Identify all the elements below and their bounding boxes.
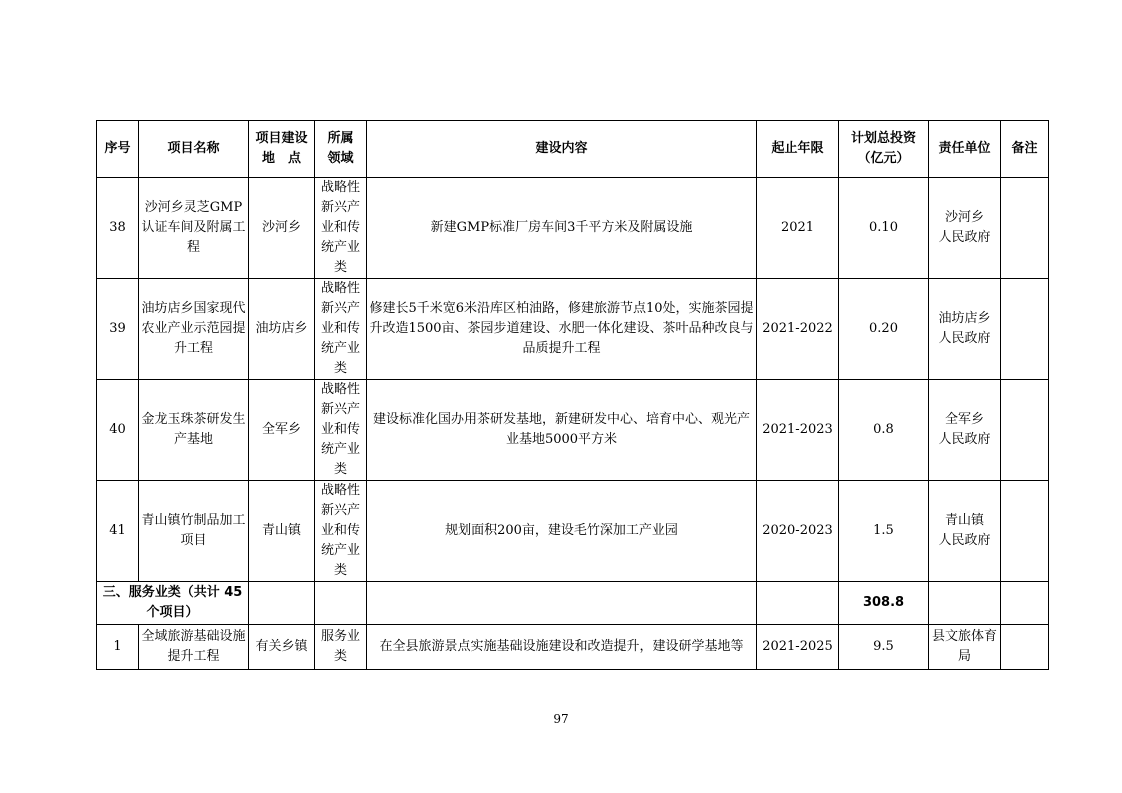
- cell-content: 修建长5千米宽6米沿库区柏油路，修建旅游节点10处，实施茶园提升改造1500亩、茶园步道建设、水肥一体化建设、茶叶品种改良与品质提升工程: [367, 279, 757, 380]
- header-name: 项目名称: [139, 121, 249, 178]
- cell-unit: 青山镇 人民政府: [929, 481, 1001, 582]
- cell-unit: 沙河乡 人民政府: [929, 178, 1001, 279]
- table-row: [97, 380, 1049, 481]
- section-total: 308.8: [839, 582, 929, 625]
- cell-invest: 0.10: [839, 178, 929, 279]
- cell-period: 2021: [757, 178, 839, 279]
- cell-no: 41: [97, 481, 139, 582]
- cell-note: [1001, 625, 1049, 670]
- cell-location: 沙河乡: [249, 178, 315, 279]
- cell-location: 青山镇: [249, 481, 315, 582]
- cell-name: 青山镇竹制品加工项目: [139, 481, 249, 582]
- cell-no: 1: [97, 625, 139, 670]
- cell-content: 在全县旅游景点实施基础设施建设和改造提升，建设研学基地等: [367, 625, 757, 670]
- cell-field: 战略性新兴产业和传统产业类: [315, 380, 367, 481]
- cell-location: 有关乡镇: [249, 625, 315, 670]
- table-row: [97, 625, 1049, 670]
- cell-field: 服务业类: [315, 625, 367, 670]
- cell-content: 规划面积200亩，建设毛竹深加工产业园: [367, 481, 757, 582]
- cell-unit: 县文旅体育局: [929, 625, 1001, 670]
- section-row: [97, 582, 1049, 625]
- cell-field: [315, 582, 367, 625]
- table-header-row: [97, 121, 1049, 178]
- cell-field: 战略性新兴产业和传统产业类: [315, 481, 367, 582]
- cell-content: [367, 582, 757, 625]
- cell-content: 新建GMP标准厂房车间3千平方米及附属设施: [367, 178, 757, 279]
- cell-unit: 全军乡 人民政府: [929, 380, 1001, 481]
- cell-period: 2021-2022: [757, 279, 839, 380]
- header-note: 备注: [1001, 121, 1049, 178]
- cell-period: [757, 582, 839, 625]
- header-field: 所属 领域: [315, 121, 367, 178]
- cell-invest: 0.8: [839, 380, 929, 481]
- section-title: 三、服务业类（共计 45 个项目）: [97, 582, 249, 625]
- cell-location: 油坊店乡: [249, 279, 315, 380]
- header-content: 建设内容: [367, 121, 757, 178]
- header-period: 起止年限: [757, 121, 839, 178]
- cell-content: 建设标准化国办用茶研发基地，新建研发中心、培育中心、观光产业基地5000平方米: [367, 380, 757, 481]
- cell-name: 油坊店乡国家现代农业产业示范园提升工程: [139, 279, 249, 380]
- table-row: [97, 279, 1049, 380]
- header-invest: 计划总投资 （亿元）: [839, 121, 929, 178]
- cell-invest: 9.5: [839, 625, 929, 670]
- cell-note: [1001, 582, 1049, 625]
- cell-note: [1001, 481, 1049, 582]
- page-number: 97: [553, 712, 569, 726]
- cell-field: 战略性新兴产业和传统产业类: [315, 279, 367, 380]
- cell-note: [1001, 279, 1049, 380]
- cell-location: [249, 582, 315, 625]
- header-unit: 责任单位: [929, 121, 1001, 178]
- cell-invest: 1.5: [839, 481, 929, 582]
- cell-note: [1001, 178, 1049, 279]
- header-location: 项目建设 地 点: [249, 121, 315, 178]
- cell-invest: 0.20: [839, 279, 929, 380]
- cell-unit: 油坊店乡 人民政府: [929, 279, 1001, 380]
- table-row: [97, 178, 1049, 279]
- cell-location: 全军乡: [249, 380, 315, 481]
- cell-note: [1001, 380, 1049, 481]
- cell-name: 全域旅游基础设施提升工程: [139, 625, 249, 670]
- header-no: 序号: [97, 121, 139, 178]
- project-table: [96, 120, 1049, 670]
- cell-period: 2021-2025: [757, 625, 839, 670]
- table-row: [97, 481, 1049, 582]
- cell-period: 2020-2023: [757, 481, 839, 582]
- cell-field: 战略性新兴产业和传统产业类: [315, 178, 367, 279]
- cell-name: 沙河乡灵芝GMP认证车间及附属工程: [139, 178, 249, 279]
- cell-name: 金龙玉珠茶研发生产基地: [139, 380, 249, 481]
- cell-period: 2021-2023: [757, 380, 839, 481]
- cell-unit: [929, 582, 1001, 625]
- cell-no: 39: [97, 279, 139, 380]
- cell-no: 38: [97, 178, 139, 279]
- cell-no: 40: [97, 380, 139, 481]
